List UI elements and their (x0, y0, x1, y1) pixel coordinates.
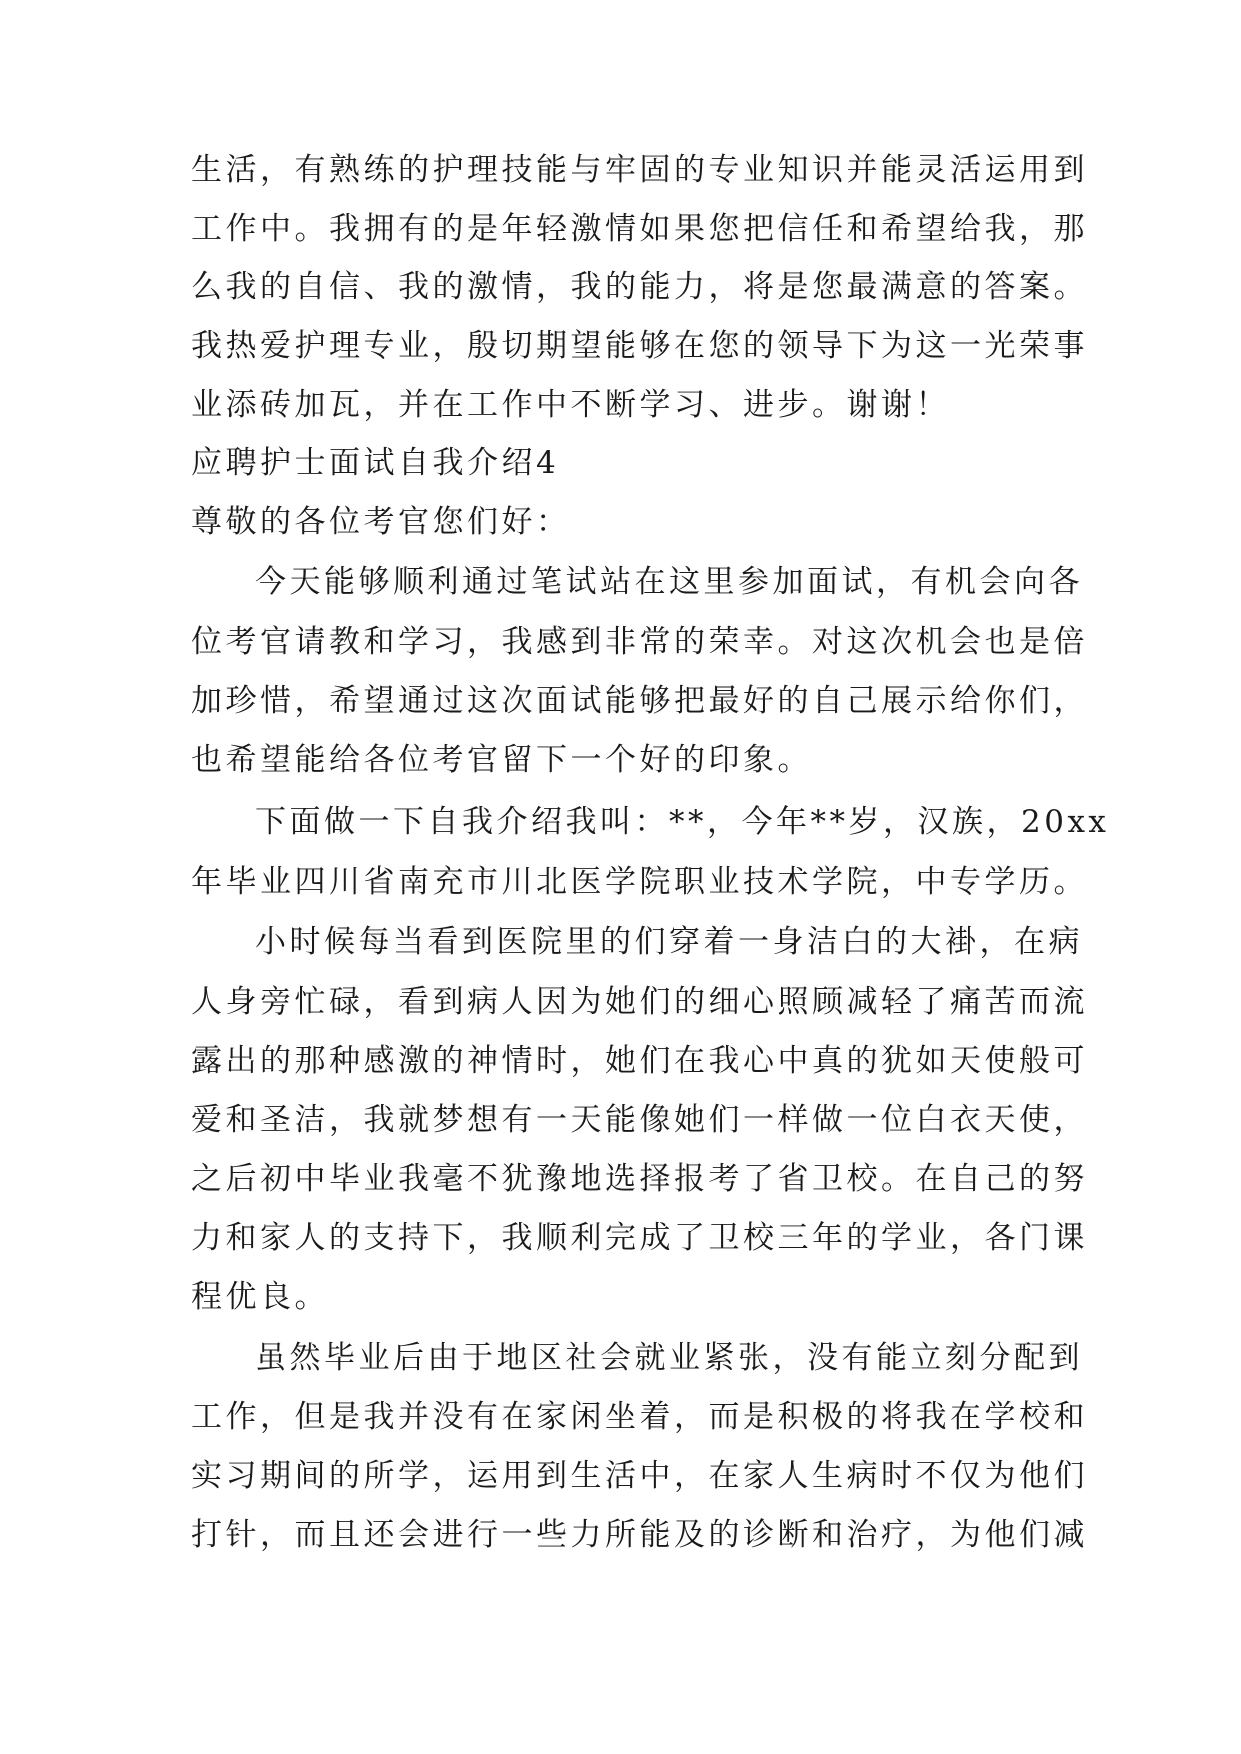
text-line: 爱和圣洁，我就梦想有一天能像她们一样做一位白衣天使， (191, 1102, 1088, 1138)
text-line: 打针，而且还会进行一些力所能及的诊断和治疗，为他们减 (191, 1517, 1088, 1553)
section-heading: 应聘护士面试自我介绍4 (191, 445, 560, 481)
text-line: 人身旁忙碌，看到病人因为她们的细心照顾减轻了痛苦而流 (191, 984, 1088, 1020)
paragraph-first-line: 虽然毕业后由于地区社会就业紧张，没有能立刻分配到 (255, 1340, 1083, 1376)
salutation: 尊敬的各位考官您们好： (191, 504, 571, 540)
text-line: 么我的自信、我的激情，我的能力，将是您最满意的答案。 (191, 269, 1088, 305)
text-line: 工作中。我拥有的是年轻激情如果您把信任和希望给我，那 (191, 211, 1088, 247)
text-line: 年毕业四川省南充市川北医学院职业技术学院，中专学历。 (191, 864, 1088, 900)
text-line: 业添砖加瓦，并在工作中不断学习、进步。谢谢！ (191, 387, 950, 423)
text-line: 之后初中毕业我毫不犹豫地选择报考了省卫校。在自己的努 (191, 1161, 1088, 1197)
paragraph-first-line: 下面做一下自我介绍我叫：**，今年**岁，汉族，20xx (255, 804, 1110, 840)
text-line: 实习期间的所学，运用到生活中，在家人生病时不仅为他们 (191, 1458, 1088, 1494)
text-line: 露出的那种感激的神情时，她们在我心中真的犹如天使般可 (191, 1043, 1088, 1079)
text-line: 程优良。 (191, 1279, 329, 1315)
text-line: 工作，但是我并没有在家闲坐着，而是积极的将我在学校和 (191, 1399, 1088, 1435)
text-line: 也希望能给各位考官留下一个好的印象。 (191, 742, 812, 778)
text-line: 生活，有熟练的护理技能与牢固的专业知识并能灵活运用到 (191, 152, 1088, 188)
paragraph-first-line: 今天能够顺利通过笔试站在这里参加面试，有机会向各 (255, 564, 1083, 600)
text-line: 我热爱护理专业，殷切期望能够在您的领导下为这一光荣事 (191, 328, 1088, 364)
text-line: 力和家人的支持下，我顺利完成了卫校三年的学业，各门课 (191, 1220, 1088, 1256)
text-line: 加珍惜，希望通过这次面试能够把最好的自己展示给你们， (191, 683, 1088, 719)
text-line: 位考官请教和学习，我感到非常的荣幸。对这次机会也是倍 (191, 624, 1088, 660)
paragraph-first-line: 小时候每当看到医院里的们穿着一身洁白的大褂，在病 (255, 924, 1083, 960)
